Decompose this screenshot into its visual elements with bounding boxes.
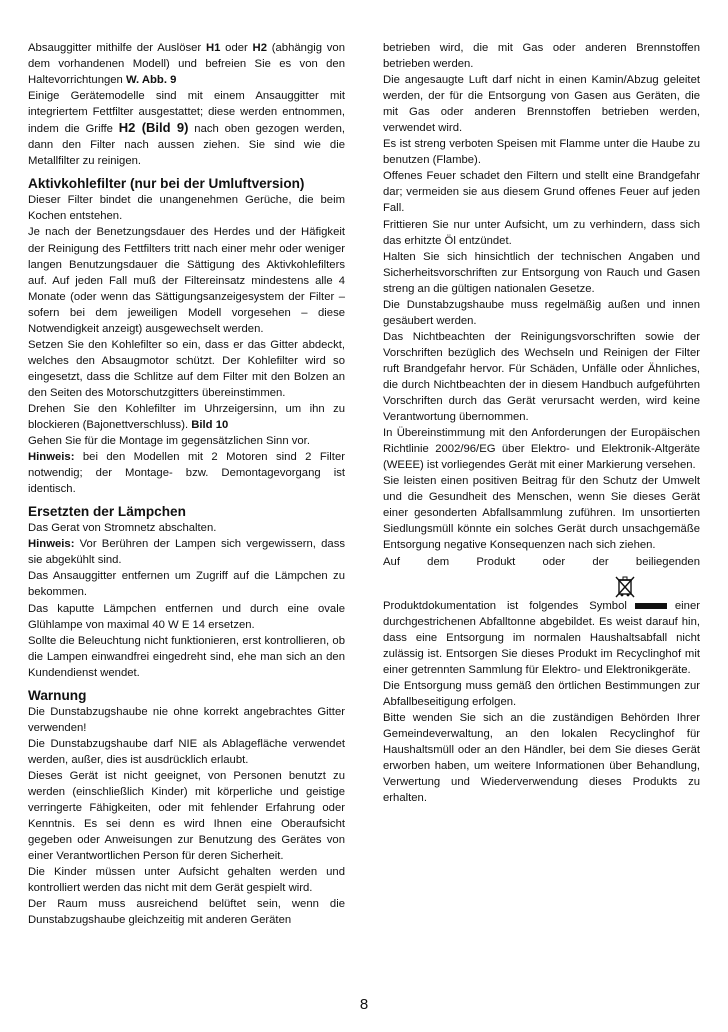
- note-label: Hinweis:: [28, 451, 75, 464]
- paragraph: Es ist streng verboten Speisen mit Flamme unter die Haube zu benutzen (Flambe).: [383, 138, 700, 167]
- page-number: 8: [359, 996, 369, 1013]
- paragraph: Die Kinder müssen unter Aufsicht gehalten werden und kontrolliert werden das nicht mit dem Gerät gespielt wird.: [28, 866, 345, 895]
- text: Vor Berühren der Lampen sich vergewissern, dass sie abgekühlt sind.: [28, 538, 345, 567]
- text: Absauggitter mithilfe der Auslöser: [28, 42, 206, 54]
- figure-ref: Bild 10: [191, 419, 229, 432]
- text: Drehen Sie den Kohlefilter im Uhrzeigersinn, um ihn zu blockieren (Bajonettverschluss).: [28, 402, 345, 432]
- paragraph: Die Entsorgung muss gemäß den örtlichen Bestimmungen zur Abfallbeseitigung erfolgen.: [383, 679, 700, 708]
- paragraph: Je nach der Benetzungsdauer des Herdes und der Häfigkeit der Reinigung des Fettfilters tritt nach einer mehr oder weniger langen Benutzungsdauer die Sättigung des Aktivkohlefilters auf. Auf jeden Fall muß der Filtereinsatz mindestens alle 4 Monate (oder wenn das Sättigungsanzeigesystem der Filter – sofern bei dem jeweiligen Modell vorgesehen – diese Notwendigkeit anzeigt) ausgewechselt werden.: [28, 226, 345, 335]
- paragraph: Der Raum muss ausreichend belüftet sein, wenn die Dunstabzugshaube gleichzeitig mit anderen Geräten: [28, 898, 345, 927]
- paragraph: Das Ansauggitter entfernen um Zugriff auf die Lämpchen zu bekommen.: [28, 570, 345, 599]
- paragraph: Die Dunstabzugshaube darf NIE als Ablagefläche verwendet werden, außer, dies ist ausdrücklich erlaubt.: [28, 737, 345, 766]
- paragraph: Offenes Feuer schadet den Filtern und stellt eine Brandgefahr dar; vermeiden sie aus diesem Grund offenes Feuer auf jeden Fall.: [383, 170, 700, 215]
- paragraph: Bitte wenden Sie sich an die zuständigen Behörden Ihrer Gemeindeverwaltung, an den lokalen Recyclinghof für Haushaltsmüll oder an den Händler, bei dem Sie dieses Gerät erworben haben, um weitere Informationen über Behandlung, Verwertung und Wiederverwendung dieses Produkts zu erhalten.: [383, 711, 700, 805]
- paragraph-note: [28, 536, 345, 568]
- note-label: Hinweis:: [28, 538, 75, 551]
- text: nach oben gezogen werden, dann den Filter nach aussen ziehen. Sie sind wie die Metallfilter zu reinigen.: [28, 123, 345, 168]
- filled-bar-icon: [635, 603, 667, 609]
- heading-warning: Warnung: [28, 687, 87, 703]
- paragraph: Die Dunstabzugshaube nie ohne korrekt angebrachtes Gitter verwenden!: [28, 705, 345, 734]
- paragraph: betrieben wird, die mit Gas oder anderen Brennstoffen betrieben werden.: [383, 42, 700, 71]
- heading-lamp-replacement: Ersetzten der Lämpchen: [28, 504, 186, 520]
- paragraph: Setzen Sie den Kohlefilter so ein, dass er das Gitter abdeckt, welches den Absaugmotor schützt. Der Kohlefilter wird so eingesetzt, dass die Schlitze auf dem Filter mit den Bolzen an den Seiten des Motorschutzgitters übereinstimmen.: [28, 338, 345, 399]
- paragraph-weee-symbol: [383, 598, 700, 678]
- crossed-out-wheelie-bin-icon: [613, 574, 637, 598]
- text: Produktdokumentation ist folgendes Symbol: [383, 599, 627, 612]
- figure-ref: H2 (Bild 9): [118, 120, 189, 136]
- paragraph: Das Gerat von Stromnetz abschalten.: [28, 522, 217, 535]
- paragraph: [28, 401, 345, 433]
- paragraph: Dieses Gerät ist nicht geeignet, von Personen benutzt zu werden (einschließlich Kinder) mit körperliche und geistige verringerte Fähigkeiten, oder mit fehlender Erfahrung oder Kenntnis. Es sei denn es wird Ihnen eine Oberaufsicht gegeben oder Anweisungen zur Benutzung des Gerätes von einer Verantwortlichen Person für deren Sicherheit.: [28, 769, 345, 863]
- paragraph-integrated-filter: [28, 88, 345, 169]
- text: (abhängig von dem vorhandenen Modell) und befreien Sie es von den Haltevorrichtungen: [28, 42, 345, 87]
- paragraph: Das kaputte Lämpchen entfernen und durch eine ovale Glühlampe von maximal 40 W E 14 ersetzen.: [28, 602, 345, 631]
- left-column: [28, 40, 345, 928]
- heading-charcoal-filter: Aktivkohlefilter (nur bei der Umluftversion): [28, 176, 305, 192]
- ref-h1: H1: [205, 42, 221, 54]
- ref-h2: H2: [252, 42, 267, 54]
- paragraph: Das Nichtbeachten der Reinigungsvorschriften sowie der Vorschriften bezüglich des Wechseln und Reinigen der Filter ruft Brandgefahr hervor. Für Schäden, Unfälle oder Ähnliches, die durch Nichtbeachten der in diesem Handbuch aufgeführten Vorschriften durch das Gerät verursacht werden, wird keine Verantwortung übernommen.: [383, 330, 700, 424]
- paragraph: Frittieren Sie nur unter Aufsicht, um zu verhindern, dass sich das erhitzte Öl entzündet.: [383, 218, 700, 247]
- paragraph: Gehen Sie für die Montage im gegensätzlichen Sinn vor.: [28, 435, 310, 448]
- text: bei den Modellen mit 2 Motoren sind 2 Filter notwendig; der Montage- bzw. Demontagevorgang ist identisch.: [28, 451, 345, 496]
- paragraph: Sie leisten einen positiven Beitrag für den Schutz der Umwelt und die Gesundheit des Menschen, wenn Sie dieses Gerät einer gesonderten Abfallsammlung zuführen. Im unsortierten Siedlungsmüll könnte ein solches Gerät durch unsachgemäße Entsorgung negative Konsequenzen nach sich ziehen.: [383, 475, 700, 552]
- paragraph: Auf dem Produkt oder der beiliegenden: [383, 555, 700, 568]
- paragraph-note: [28, 449, 345, 497]
- paragraph: Dieser Filter bindet die unangenehmen Gerüche, die beim Kochen entstehen.: [28, 194, 345, 223]
- paragraph: Sollte die Beleuchtung nicht funktionieren, erst kontrollieren, ob die Lampen einwandfrei eingedreht sind, ehe man sich an den Kundendienst wendet.: [28, 634, 345, 679]
- figure-ref: W. Abb. 9: [125, 74, 177, 87]
- text: oder: [220, 42, 253, 54]
- text: Einige Gerätemodelle sind mit einem Ansauggitter mit integriertem Fettfilter ausgestattet; diese werden entnommen, indem die Griffe: [28, 90, 345, 136]
- text: einer durchgestrichenen Abfalltonne abgebildet. Es weist darauf hin, dass eine Entsorgung im normalen Haushaltsabfall nicht zulässig ist. Entsorgen Sie dieses Produkt im Recyclinghof mit einer getrennten Sammlung für Elektro- und Elektronikgeräte.: [383, 599, 700, 676]
- paragraph: Halten Sie sich hinsichtlich der technischen Angaben und Sicherheitsvorschriften zur Entsorgung von Rauch und Gasen streng an die gültigen nationalen Gesetze.: [383, 250, 700, 295]
- paragraph-grease-filter-release: [28, 40, 345, 88]
- paragraph: Die Dunstabzugshaube muss regelmäßig außen und innen gesäubert werden.: [383, 298, 700, 327]
- paragraph: In Übereinstimmung mit den Anforderungen der Europäischen Richtlinie 2002/96/EG über Elektro- und Elektronik-Altgeräte (WEEE) ist vorliegendes Gerät mit einer Markierung versehen.: [383, 427, 700, 472]
- paragraph: Die angesaugte Luft darf nicht in einen Kamin/Abzug geleitet werden, der für die Entsorgung von Gasen aus Geräten, die mit Gas oder anderen Brennstoffen betrieben werden, verwendet wird.: [383, 74, 700, 135]
- right-column: [383, 40, 700, 806]
